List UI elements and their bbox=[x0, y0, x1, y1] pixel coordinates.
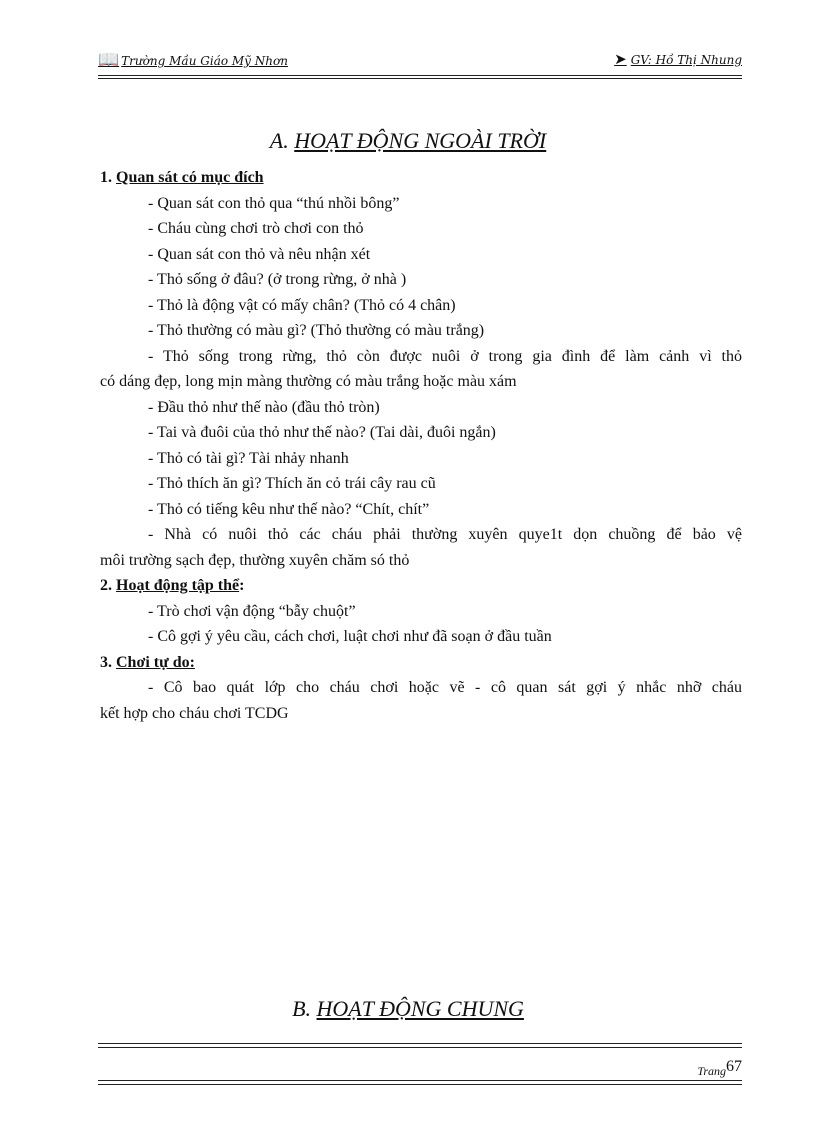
list-item: - Quan sát con thỏ qua “thú nhồi bông” bbox=[148, 194, 400, 212]
header-left bbox=[98, 50, 288, 70]
header-divider bbox=[98, 75, 742, 76]
list-item: - Thỏ có tài gì? Tài nhảy nhanh bbox=[148, 449, 349, 467]
list-item: - Thỏ sống ở đâu? (ở trong rừng, ở nhà ) bbox=[148, 271, 407, 288]
school-name: Trường Mầu Giáo Mỹ Nhơn bbox=[121, 54, 288, 68]
list-item: - Thỏ thường có màu gì? (Thỏ thường có màu trắng) bbox=[148, 322, 485, 339]
page-header bbox=[98, 50, 742, 76]
footer-divider-3 bbox=[98, 1080, 742, 1081]
page-number bbox=[697, 1058, 742, 1079]
list-item: - Đầu thỏ như thế nào (đầu thỏ tròn) bbox=[148, 398, 380, 416]
list-item-continuation: môi trường sạch đẹp, thường xuyên chăm só thỏ bbox=[100, 551, 410, 569]
page-label: Trang bbox=[697, 1064, 726, 1078]
section-a-title bbox=[0, 128, 816, 154]
teacher-name: GV: Hồ Thị Nhung bbox=[630, 53, 742, 67]
list-item-continuation: kết hợp cho cháu chơi TCDG bbox=[100, 704, 289, 722]
book-icon: 📖 bbox=[98, 50, 120, 70]
section-b-heading: HOẠT ĐỘNG CHUNG bbox=[316, 996, 524, 1021]
list-item: - Quan sát con thỏ và nêu nhận xét bbox=[148, 245, 371, 263]
arrow-icon: ➤ bbox=[614, 50, 627, 68]
list-item: - Cô bao quát lớp cho cháu chơi hoặc vẽ - cô quan sát gợi ý nhắc nhỡ cháu bbox=[148, 679, 742, 696]
section-b-title bbox=[0, 996, 816, 1022]
list-item: - Nhà có nuôi thỏ các cháu phải thường xuyên quye1t dọn chuồng để bảo vệ bbox=[148, 526, 742, 543]
part-1-heading: 1. Quan sát có mục đích bbox=[100, 169, 264, 186]
list-item-continuation: có dáng đẹp, long mịn màng thường có màu trắng hoặc màu xám bbox=[100, 373, 517, 390]
list-item: - Thỏ thích ăn gì? Thích ăn cỏ trái cây rau cũ bbox=[148, 475, 436, 492]
list-item: - Thỏ có tiếng kêu như thế nào? “Chít, chít” bbox=[148, 500, 430, 518]
page-number-value: 67 bbox=[726, 1058, 742, 1075]
part-2-heading: 2. Hoạt động tập thể: bbox=[100, 577, 245, 594]
section-a-prefix: A. bbox=[269, 128, 289, 153]
list-item: - Thỏ là động vật có mấy chân? (Thỏ có 4 chân) bbox=[148, 296, 456, 314]
footer-divider-2 bbox=[98, 1047, 742, 1048]
section-a-content bbox=[100, 165, 742, 726]
list-item: - Cháu cùng chơi trò chơi con thỏ bbox=[148, 220, 364, 237]
list-item: - Trò chơi vận động “bẫy chuột” bbox=[148, 602, 356, 620]
footer-divider-4 bbox=[98, 1084, 742, 1085]
header-right bbox=[614, 50, 742, 68]
footer-divider bbox=[98, 1043, 742, 1044]
list-item: - Thỏ sống trong rừng, thỏ còn được nuôi ở trong gia đình để làm cảnh vì thỏ bbox=[148, 347, 742, 365]
list-item: - Tai và đuôi của thỏ như thế nào? (Tai dài, đuôi ngắn) bbox=[148, 424, 496, 441]
section-b-prefix: B. bbox=[292, 996, 312, 1021]
header-divider-2 bbox=[98, 78, 742, 79]
section-a-heading: HOẠT ĐỘNG NGOÀI TRỜI bbox=[294, 128, 547, 153]
list-item: - Cô gợi ý yêu cầu, cách chơi, luật chơi như đã soạn ở đầu tuần bbox=[148, 628, 552, 645]
part-3-heading: 3. Chơi tự do: bbox=[100, 653, 195, 671]
